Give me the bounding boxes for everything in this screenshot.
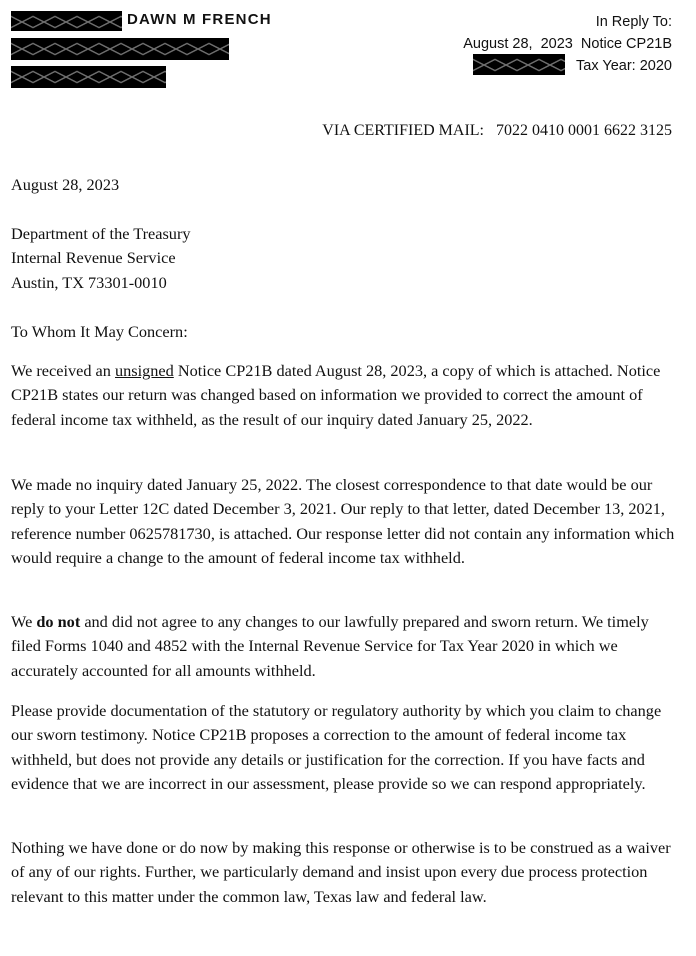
recipient-line-2: Internal Revenue Service [11, 248, 176, 268]
salutation: To Whom It May Concern: [11, 322, 188, 341]
redacted-address-line-2 [11, 66, 166, 88]
paragraph-1-underlined: unsigned [115, 361, 174, 380]
redacted-address-line-1 [11, 38, 229, 60]
tax-year: Tax Year: 2020 [576, 58, 672, 74]
certified-mail-line: VIA CERTIFIED MAIL: 7022 0410 0001 6622 3125 [322, 122, 672, 139]
sender-name: DAWN M FRENCH [127, 11, 272, 28]
paragraph-1-after: Notice CP21B dated August 28, 2023, a copy of which is attached. Notice CP21B states our return was changed based on information we provided to correct the amount of federal income tax withheld, as the result of our inquiry dated January 25, 2022. [11, 361, 661, 429]
paragraph-3-bold: do not [36, 612, 81, 631]
reply-to-block [463, 11, 672, 77]
paragraph-1-before: We received an [11, 361, 115, 380]
paragraph-3 [11, 610, 679, 683]
paragraph-5: Nothing we have done or do now by making this response or otherwise is to be construed as a waiver of any of our rights. Further, we particularly demand and insist upon every due process protection relevant to this matter under the common law, Texas law and federal law. [11, 838, 671, 906]
redacted-sender-prefix [11, 11, 122, 31]
letter-date: August 28, 2023 [11, 175, 120, 194]
paragraph-3-after: and did not agree to any changes to our lawfully prepared and sworn return. We timely filed Forms 1040 and 4852 with the Internal Revenue Service for Tax Year 2020 in which we accurately accounted for all amounts withheld. [11, 612, 649, 680]
recipient-address [11, 222, 679, 295]
recipient-line-3: Austin, TX 73301-0010 [11, 272, 167, 292]
paragraph-4: Please provide documentation of the statutory or regulatory authority by which you claim to change our sworn testimony. Notice CP21B proposes a correction to the amount of federal income tax withheld, but does not provide any details or justification for the correction. If you have facts and evidence that we are incorrect in our assessment, please provide so we can respond appropriately. [11, 701, 662, 794]
reply-label: In Reply To: [595, 14, 672, 30]
paragraph-2: We made no inquiry dated January 25, 2022. The closest correspondence to that date would be our reply to your Letter 12C dated December 3, 2021. Our reply to that letter, dated December 13, 2021, reference number 0625781730, is attached. Our response letter did not contain any information which would require a change to the amount of federal income tax withheld. [11, 475, 675, 568]
recipient-line-1: Department of the Treasury [11, 224, 191, 243]
paragraph-1 [11, 359, 679, 432]
paragraph-3-before: We [11, 612, 37, 631]
reply-date-notice: August 28, 2023 Notice CP21B [463, 36, 672, 52]
